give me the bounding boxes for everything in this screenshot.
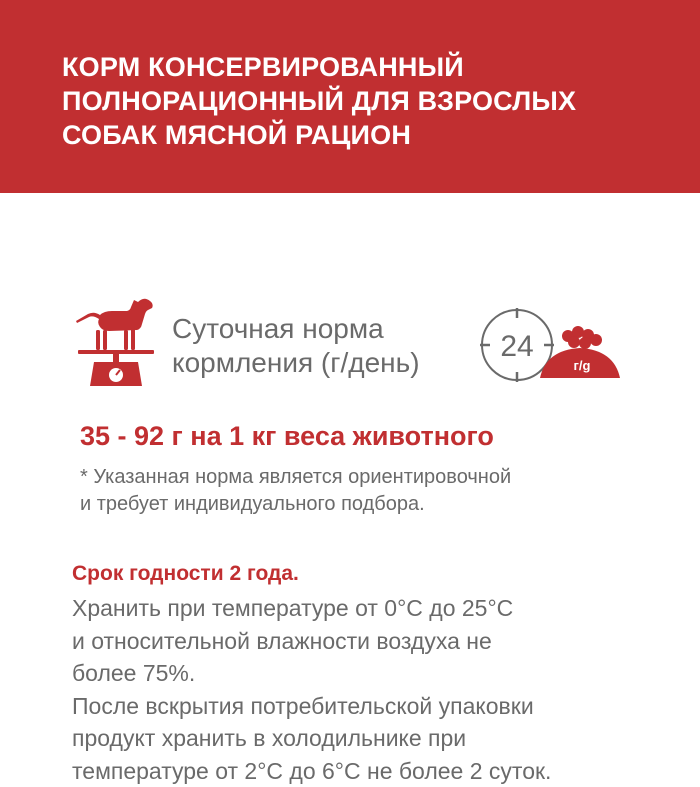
dosage-text: 35 - 92 г на 1 кг веса животного	[80, 421, 494, 452]
dosage-note: * Указанная норма является ориентировочной и требует индивидуального подбора.	[80, 464, 640, 518]
storage-after-opening: После вскрытия потребительской упаковки продукт хранить в холодильнике при температуре от 2°С до 6°С не более 2 суток.	[72, 690, 672, 787]
shelf-life-heading: Срок годности 2 года.	[72, 562, 299, 586]
food-bowl-icon	[530, 322, 630, 382]
bowl-unit-text: г/g	[574, 358, 591, 373]
product-title: КОРМ КОНСЕРВИРОВАННЫЙ ПОЛНОРАЦИОННЫЙ ДЛЯ ВЗРОСЛЫХ СОБАК МЯСНОЙ РАЦИОН	[62, 50, 662, 152]
header-banner	[0, 0, 700, 193]
clock-24-text: 24	[500, 330, 533, 363]
storage-conditions: Хранить при температуре от 0°С до 25°С и относительной влажности воздуха не более 75%.	[72, 592, 672, 690]
storage-instructions	[72, 592, 672, 787]
dog-on-scale-icon	[70, 290, 160, 390]
daily-norm-label: Суточная норма кормления (г/день)	[172, 312, 472, 380]
